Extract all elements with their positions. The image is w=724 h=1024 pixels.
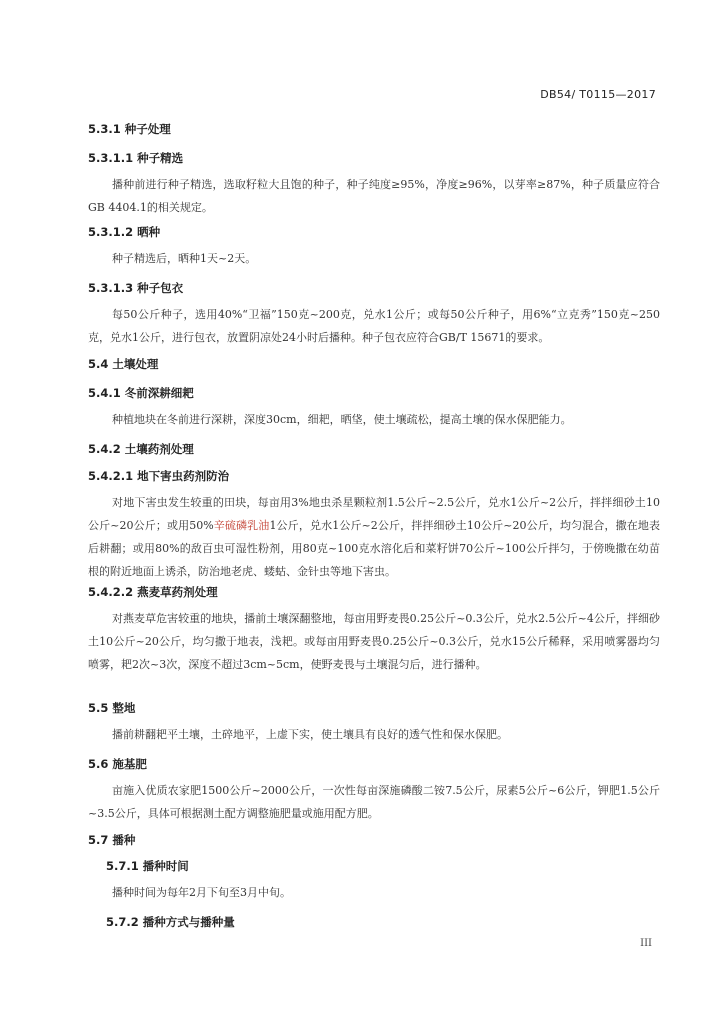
heading-5-4-2-2: 5.4.2.2 燕麦草药剂处理 — [88, 585, 218, 599]
heading-5-3-1: 5.3.1 种子处理 — [88, 122, 171, 136]
paragraph-underground-pest-control — [88, 491, 660, 583]
paragraph-base-fertilizer: 亩施入优质农家肥1500公斤~2000公斤，一次性每亩深施磷酸二铵7.5公斤，尿素5公斤~6公斤，钾肥1.5公斤~3.5公斤，具体可根据测土配方调整施肥量或施用配方肥。 — [88, 784, 660, 820]
paragraph-deep-plowing: 种植地块在冬前进行深耕，深度30cm，细耙，晒垡，使土壤疏松，提高土壤的保水保肥能力。 — [112, 413, 572, 426]
heading-5-4-2-1: 5.4.2.1 地下害虫药剂防治 — [88, 469, 230, 483]
document-code: DB54/ T0115—2017 — [540, 88, 656, 101]
heading-5-6: 5.6 施基肥 — [88, 757, 147, 771]
heading-5-7-2: 5.7.2 播种方式与播种量 — [106, 915, 235, 929]
heading-5-4: 5.4 土壤处理 — [88, 357, 159, 371]
heading-5-5: 5.5 整地 — [88, 701, 136, 715]
pest-text-highlight: 辛硫磷乳油 — [213, 519, 270, 532]
heading-5-3-1-3: 5.3.1.3 种子包衣 — [88, 281, 184, 295]
paragraph-seed-selection: 播种前进行种子精选，选取籽粒大且饱的种子，种子纯度≥95%，净度≥96%，以芽率≥87%，种子质量应符合GB 4404.1的相关规定。 — [88, 178, 660, 214]
pest-text-before: 对地下害虫发生较重的田块，每亩用3%地虫杀星颗粒剂1.5公斤~2.5公斤，兑水1公斤~2公斤，拌拌细砂土10公斤~20公斤；或用50% — [88, 496, 660, 532]
heading-5-3-1-2: 5.3.1.2 晒种 — [88, 225, 161, 239]
heading-5-7-1: 5.7.1 播种时间 — [106, 859, 189, 873]
paragraph-sowing-time: 播种时间为每年2月下旬至3月中旬。 — [112, 886, 291, 899]
heading-5-4-2: 5.4.2 土壤药剂处理 — [88, 442, 194, 456]
pest-text-after: 1公斤，兑水1公斤~2公斤，拌拌细砂土10公斤~20公斤，均匀混合，撒在地表后耕翻；或用80%的敌百虫可湿性粉剂，用80克~100克水溶化后和菜籽饼70公斤~100公斤拌匀，于傍晚撒在幼苗根的附近地面上诱杀，防治地老虎、蝼蛄、金针虫等地下害虫。 — [88, 519, 661, 578]
page-number: III — [640, 938, 652, 949]
heading-5-3-1-1: 5.3.1.1 种子精选 — [88, 151, 184, 165]
heading-5-4-1: 5.4.1 冬前深耕细耙 — [88, 386, 194, 400]
paragraph-land-preparation: 播前耕翻耙平土壤，土碎地平，上虚下实，使土壤具有良好的透气性和保水保肥。 — [112, 728, 508, 741]
paragraph-seed-drying: 种子精选后，晒种1天~2天。 — [112, 252, 257, 265]
heading-5-7: 5.7 播种 — [88, 833, 136, 847]
paragraph-seed-coating: 每50公斤种子，选用40%“卫福”150克~200克，兑水1公斤；或每50公斤种子，用6%“立克秀”150克~250克，兑水1公斤，进行包衣，放置阴凉处24小时后播种。种子包衣应符合GB/T 15671的要求。 — [88, 308, 660, 344]
paragraph-wild-oat-treatment: 对燕麦草危害较重的地块，播前土壤深翻整地，每亩用野麦畏0.25公斤~0.3公斤，兑水2.5公斤~4公斤，拌细砂土10公斤~20公斤，均匀撒于地表，浅耙。或每亩用野麦畏0.25公斤~0.3公斤，兑水15公斤稀释，采用喷雾器均匀喷雾，耙2次~3次，深度不超过3cm~5cm，使野麦畏与土壤混匀后，进行播种。 — [88, 612, 660, 671]
